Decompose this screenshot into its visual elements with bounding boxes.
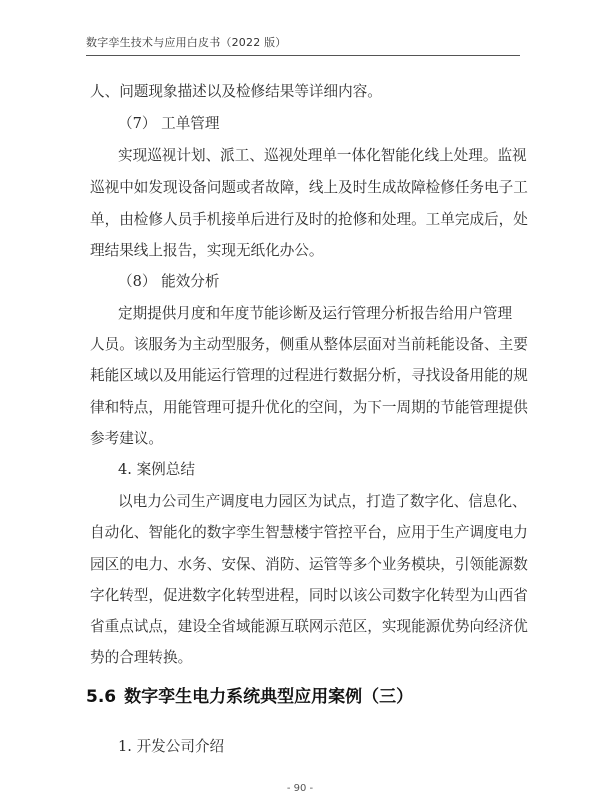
section-heading xyxy=(86,686,413,708)
body-line: 以电力公司生产调度电力园区为试点，打造了数字化、信息化、 xyxy=(118,493,527,510)
section-number: 5.6 xyxy=(86,687,117,707)
item-heading-work-order: （7） 工单管理 xyxy=(118,115,220,132)
body-line: 人、问题现象描述以及检修结果等详细内容。 xyxy=(90,83,382,100)
body-line: 单，由检修人员手机接单后进行及时的抢修和处理。工单完成后，处 xyxy=(90,211,528,228)
body-line: 省重点试点，建设全省域能源互联网示范区，实现能源优势向经济优 xyxy=(90,618,528,635)
body-line: 巡视中如发现设备问题或者故障，线上及时生成故障检修任务电子工 xyxy=(90,179,528,196)
body-line: 耗能区域以及用能运行管理的过程进行数据分析，寻找设备用能的规 xyxy=(90,367,528,384)
body-line: 定期提供月度和年度节能诊断及运行管理分析报告给用户管理 xyxy=(118,305,513,322)
body-line: 人员。该服务为主动型服务，侧重从整体层面对当前耗能设备、主要 xyxy=(90,336,528,353)
item-heading-case-summary: 4. 案例总结 xyxy=(118,461,195,478)
body-line: 势的合理转换。 xyxy=(90,649,193,666)
body-line: 律和特点，用能管理可提升优化的空间，为下一周期的节能管理提供 xyxy=(90,399,528,416)
body-line: 理结果线上报告，实现无纸化办公。 xyxy=(90,242,324,259)
section-title: 数字孪生电力系统典型应用案例（三） xyxy=(124,687,414,707)
item-heading-energy-analysis: （8） 能效分析 xyxy=(118,273,220,290)
body-line: 园区的电力、水务、安保、消防、运管等多个业务模块，引领能源数 xyxy=(90,556,528,573)
header-divider xyxy=(86,55,520,56)
body-line: 字化转型，促进数字化转型进程，同时以该公司数字化转型为山西省 xyxy=(90,587,528,604)
running-header: 数字孪生技术与应用白皮书（2022 版） xyxy=(86,36,287,49)
body-line: 实现巡视计划、派工、巡视处理单一体化智能化线上处理。监视 xyxy=(118,147,527,164)
subsection-heading: 1. 开发公司介绍 xyxy=(118,738,225,755)
body-line: 参考建议。 xyxy=(90,430,163,447)
page-number: - 90 - xyxy=(286,783,314,794)
body-line: 自动化、智能化的数字孪生智慧楼宇管控平台，应用于生产调度电力 xyxy=(90,524,528,541)
